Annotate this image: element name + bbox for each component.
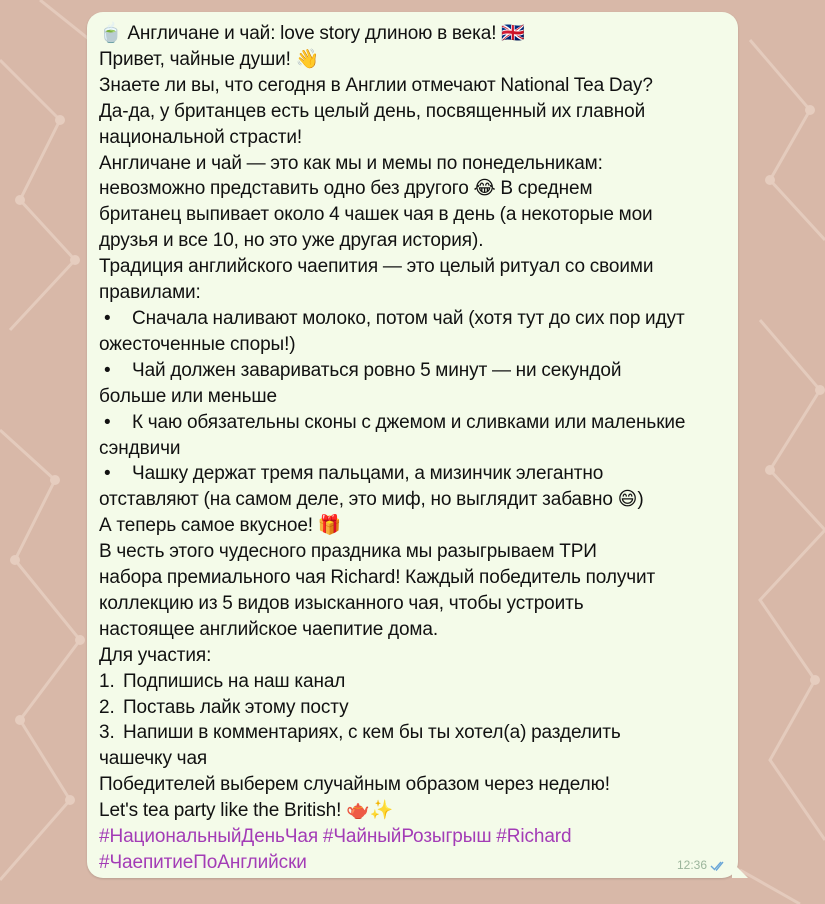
rule-item-2-cont: больше или меньше: [99, 385, 278, 407]
paragraph2-line-4: друзья и все 10, но это уже другая история).: [99, 230, 484, 252]
paragraph2-line-2: [99, 176, 726, 202]
rule-item-2: [99, 358, 726, 384]
step-text: Подпишись на наш канал: [123, 670, 346, 692]
rule-item-1-cont: ожесточенные споры!): [99, 333, 296, 355]
message-time: 12:36: [676, 858, 707, 872]
closing-paren: ): [637, 489, 644, 511]
step-item-3-cont: чашечку чая: [99, 748, 208, 770]
grinning-face-icon: 😄: [617, 488, 638, 511]
step-item-1: [99, 669, 726, 695]
greeting-text: Привет, чайные души!: [99, 48, 291, 70]
hashtags-line-1[interactable]: #НациональныйДеньЧая #ЧайныйРозыгрыш #Richard: [99, 826, 572, 848]
tea-cup-icon: 🍵: [99, 22, 123, 44]
prize-line-3: коллекцию из 5 видов изысканного чая, чтобы устроить: [99, 592, 584, 614]
paragraph3-line-2: правилами:: [99, 282, 201, 304]
message-footer: [677, 858, 728, 872]
closing-text: Let's tea party like the British!: [99, 800, 342, 822]
rule-text: Чашку держат тремя пальцами, а мизинчик элегантно: [132, 463, 604, 485]
tasty-line: [99, 513, 726, 539]
step-number: 2.: [99, 696, 115, 718]
tears-of-joy-icon: 😂: [473, 177, 496, 200]
closing-line: [99, 798, 726, 824]
rule-text: К чаю обязательны сконы с джемом и сливками или маленькие: [132, 411, 686, 433]
rule-item-3: [99, 410, 726, 436]
bullet: •: [104, 411, 111, 433]
message-title: Англичане и чай: love story длиною в века!: [127, 23, 497, 44]
message-text: [99, 21, 726, 876]
prize-line-2: набора премиального чая Richard! Каждый победитель получит: [99, 567, 656, 589]
intro-line-2: Да-да, у британцев есть целый день, посвященный их главной: [99, 100, 646, 122]
tasty-text: А теперь самое вкусное!: [99, 515, 313, 537]
bullet: •: [104, 307, 111, 329]
rule-text: Чай должен завариваться ровно 5 минут — ни секундой: [132, 359, 622, 381]
paragraph2-line-1: Англичане и чай — это как мы и мемы по понедельникам:: [99, 152, 603, 174]
rule-text: отставляют (на самом деле, это миф, но выглядит забавно: [99, 489, 613, 511]
gift-icon: 🎁: [317, 514, 342, 537]
paragraph2-text-a: невозможно представить одно без другого: [99, 178, 469, 200]
rule-item-1: [99, 306, 726, 332]
step-item-3: [99, 720, 726, 746]
prize-line-4: настоящее английское чаепитие дома.: [99, 618, 439, 640]
paragraph2-text-b: В среднем: [500, 178, 593, 200]
rule-item-4: [99, 461, 726, 487]
paragraph2-line-3: британец выпивает около 4 чашек чая в день (а некоторые мои: [99, 204, 653, 226]
intro-line-1: Знаете ли вы, что сегодня в Англии отмечают National Tea Day?: [99, 74, 653, 96]
rule-text: Сначала наливают молоко, потом чай (хотя тут до сих пор идут: [132, 307, 685, 329]
rule-item-3-cont: сэндвичи: [99, 437, 181, 459]
step-number: 3.: [99, 722, 115, 744]
prize-line-1: В честь этого чудесного праздника мы разыгрываем ТРИ: [99, 541, 597, 563]
hashtags-line-2[interactable]: #ЧаепитиеПоАнглийски: [99, 852, 307, 873]
uk-flag-icon: 🇬🇧: [501, 22, 525, 44]
message-bubble[interactable]: [87, 12, 738, 878]
participate-heading: Для участия:: [99, 644, 212, 666]
step-text: Напиши в комментариях, с кем бы ты хотел(а) разделить: [123, 722, 621, 744]
greeting-line: [99, 47, 726, 73]
waving-hand-icon: 👋: [295, 47, 320, 70]
paragraph3-line-1: Традиция английского чаепития — это целый ритуал со своими: [99, 256, 654, 278]
read-checkmarks-icon: [710, 860, 728, 871]
bullet: •: [104, 463, 111, 485]
step-text: Поставь лайк этому посту: [123, 696, 349, 718]
step-item-2: [99, 695, 726, 721]
rule-item-4-cont: [99, 487, 726, 513]
message-title-line: [99, 21, 726, 47]
winners-line: Победителей выберем случайным образом через неделю!: [99, 774, 610, 796]
sparkles-icon: ✨: [369, 799, 394, 822]
step-number: 1.: [99, 670, 115, 692]
bullet: •: [104, 359, 111, 381]
teapot-icon: 🫖: [346, 799, 370, 822]
intro-line-3: национальной страсти!: [99, 126, 303, 148]
